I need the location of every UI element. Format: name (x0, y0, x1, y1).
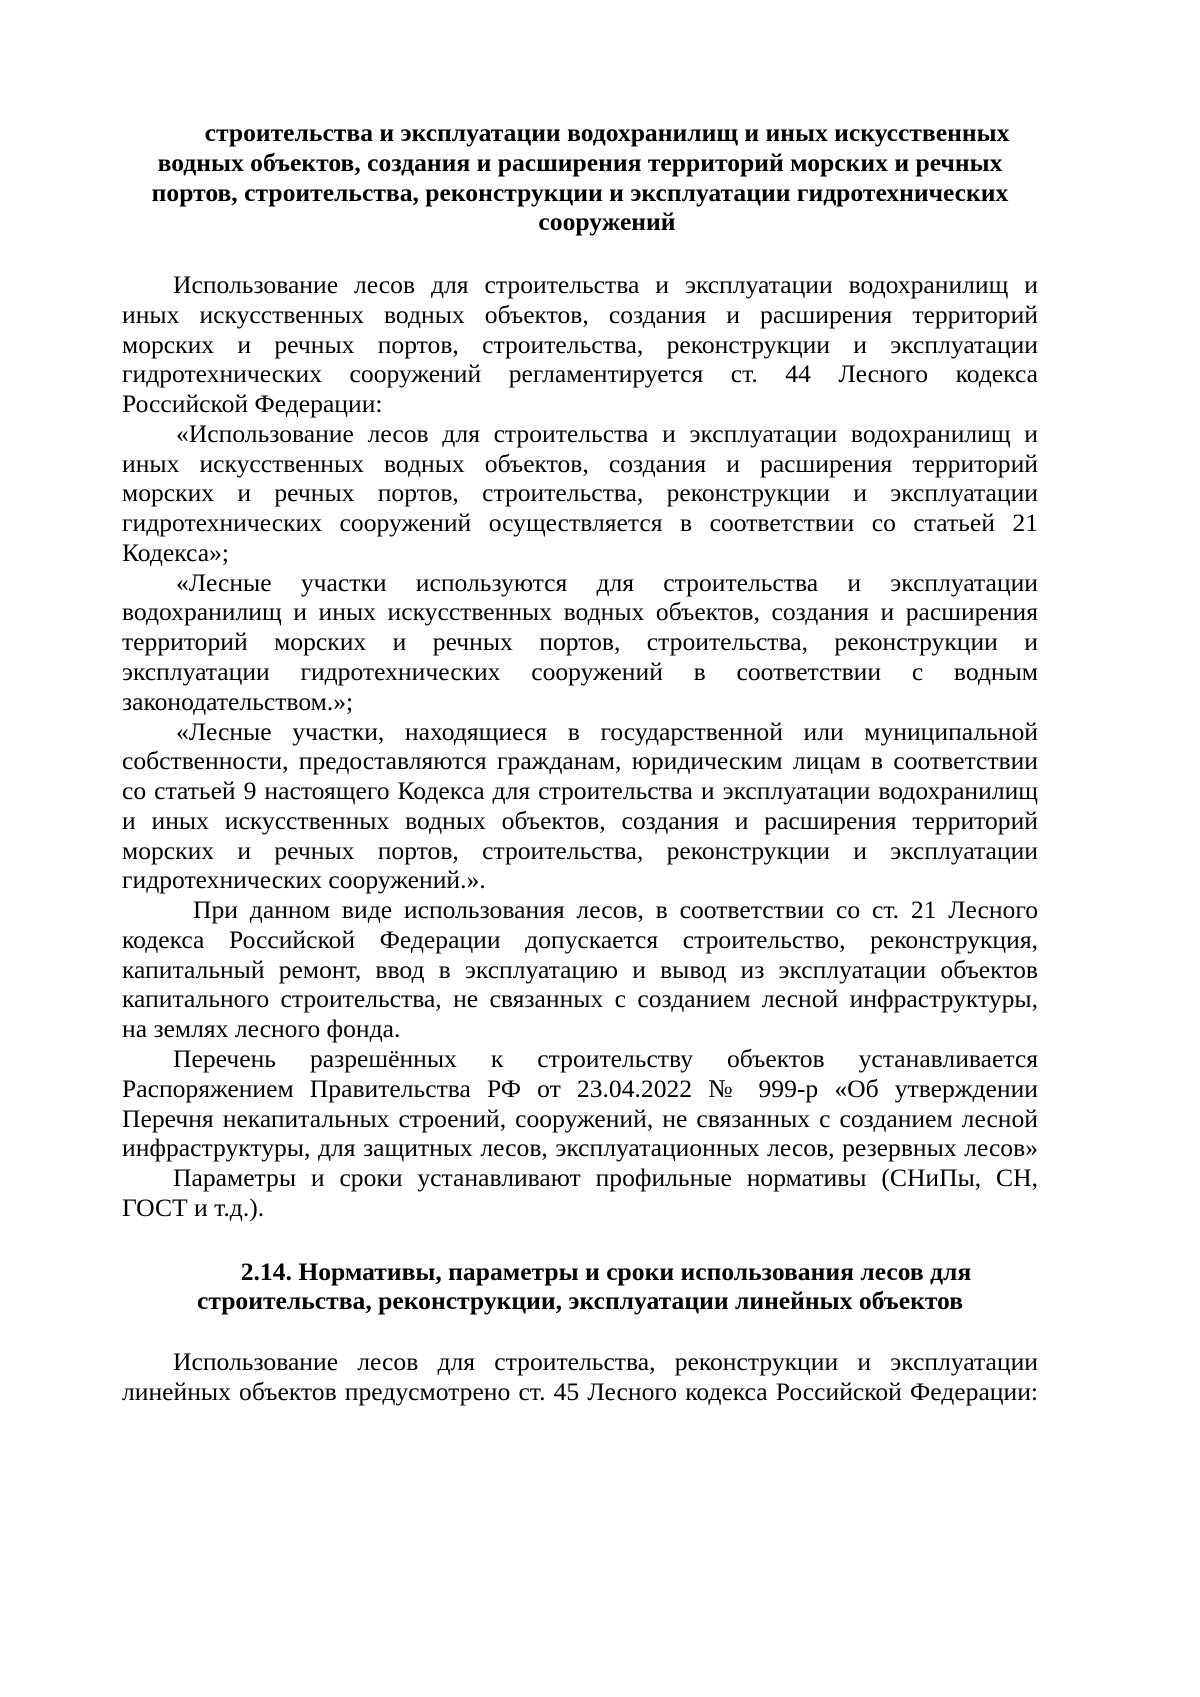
paragraph (122, 270, 1038, 419)
paragraph-line: иных искусственных водных объектов, создания и расширения территорий (122, 299, 1038, 329)
paragraph-line: Кодекса»; (122, 537, 229, 567)
paragraph-line: «Лесные участки, находящиеся в государственной или муниципальной (176, 716, 1038, 746)
paragraph-line: гидротехнических сооружений.». (122, 865, 486, 895)
paragraph-line: морских и речных портов, строительства, реконструкции и эксплуатации (122, 478, 1038, 508)
section-heading-continued (122, 118, 1038, 237)
paragraph-line: инфраструктуры, для защитных лесов, эксплуатационных лесов, резервных лесов» (122, 1133, 1038, 1163)
paragraph-line: Российской Федерации: (122, 389, 383, 419)
paragraph-line: морских и речных портов, строительства, реконструкции и эксплуатации (122, 835, 1038, 865)
paragraph (122, 1044, 1038, 1163)
paragraph-line: кодекса Российской Федерации допускается строительство, реконструкция, (122, 924, 1038, 954)
paragraph (122, 1347, 1038, 1407)
heading-line: водных объектов, создания и расширения территорий морских и речных (157, 147, 1003, 177)
paragraph-line: эксплуатации гидротехнических сооружений в соответствии с водным (122, 657, 1038, 687)
paragraph-line: водохранилищ и иных искусственных водных объектов, создания и расширения (122, 597, 1038, 627)
paragraph (122, 419, 1038, 568)
paragraph-line: капитальный ремонт, ввод в эксплуатацию и вывод из эксплуатации объектов (122, 954, 1038, 984)
paragraph-line: морских и речных портов, строительства, реконструкции и эксплуатации (122, 329, 1038, 359)
paragraph-line: на землях лесного фонда. (122, 1014, 401, 1044)
paragraph-line: со статьей 9 настоящего Кодекса для строительства и эксплуатации водохранилищ (122, 776, 1038, 806)
paragraph-line: Использование лесов для строительства и эксплуатации водохранилищ и (173, 270, 1038, 300)
heading-line: строительства и эксплуатации водохранилищ и иных искусственных (204, 118, 1010, 147)
paragraph-line: собственности, предоставляются гражданам, юридическим лицам в соответствии (122, 746, 1038, 776)
heading-line: портов, строительства, реконструкции и эксплуатации гидротехнических (151, 177, 1009, 207)
page-content (122, 118, 1038, 1407)
paragraph-line: Перечень разрешённых к строительству объектов устанавливается (173, 1043, 1038, 1073)
paragraph (122, 1163, 1038, 1223)
paragraph-line: При данном виде использования лесов, в соответствии со ст. 21 Лесного (193, 895, 1038, 925)
paragraph-line: законодательством.»; (122, 686, 354, 716)
heading-line: 2.14. Нормативы, параметры и сроки использования лесов для (240, 1256, 972, 1286)
paragraph-line: «Использование лесов для строительства и эксплуатации водохранилищ и (176, 418, 1038, 448)
paragraph (122, 895, 1038, 1044)
paragraph (122, 568, 1038, 717)
section-heading (122, 1257, 1038, 1317)
paragraph-line: иных искусственных водных объектов, создания и расширения территорий (122, 448, 1038, 478)
paragraph-line: Использование лесов для строительства, реконструкции и эксплуатации (173, 1347, 1038, 1377)
heading-line: сооружений (538, 207, 676, 237)
paragraph-line: Параметры и сроки устанавливают профильные нормативы (СНиПы, СН, (173, 1163, 1038, 1193)
paragraph-line: и иных искусственных водных объектов, создания и расширения территорий (122, 805, 1038, 835)
paragraph-line: ГОСТ и т.д.). (122, 1192, 265, 1222)
paragraph (122, 717, 1038, 896)
paragraph-line: Распоряжением Правительства РФ от 23.04.2022 № 999-р «Об утверждении (122, 1073, 1038, 1103)
paragraph-line: «Лесные участки используются для строительства и эксплуатации (176, 567, 1038, 597)
paragraph-line: гидротехнических сооружений регламентируется ст. 44 Лесного кодекса (122, 359, 1038, 389)
paragraph-line: территорий морских и речных портов, строительства, реконструкции и (122, 627, 1038, 657)
paragraph-line: линейных объектов предусмотрено ст. 45 Лесного кодекса Российской Федерации: (122, 1376, 1038, 1406)
paragraph-line: гидротехнических сооружений осуществляется в соответствии со статьей 21 (122, 508, 1038, 538)
heading-line: строительства, реконструкции, эксплуатации линейных объектов (196, 1286, 964, 1316)
paragraph-line: Перечня некапитальных строений, сооружений, не связанных с созданием лесной (122, 1103, 1038, 1133)
paragraph-line: капитального строительства, не связанных с созданием лесной инфраструктуры, (122, 984, 1038, 1014)
